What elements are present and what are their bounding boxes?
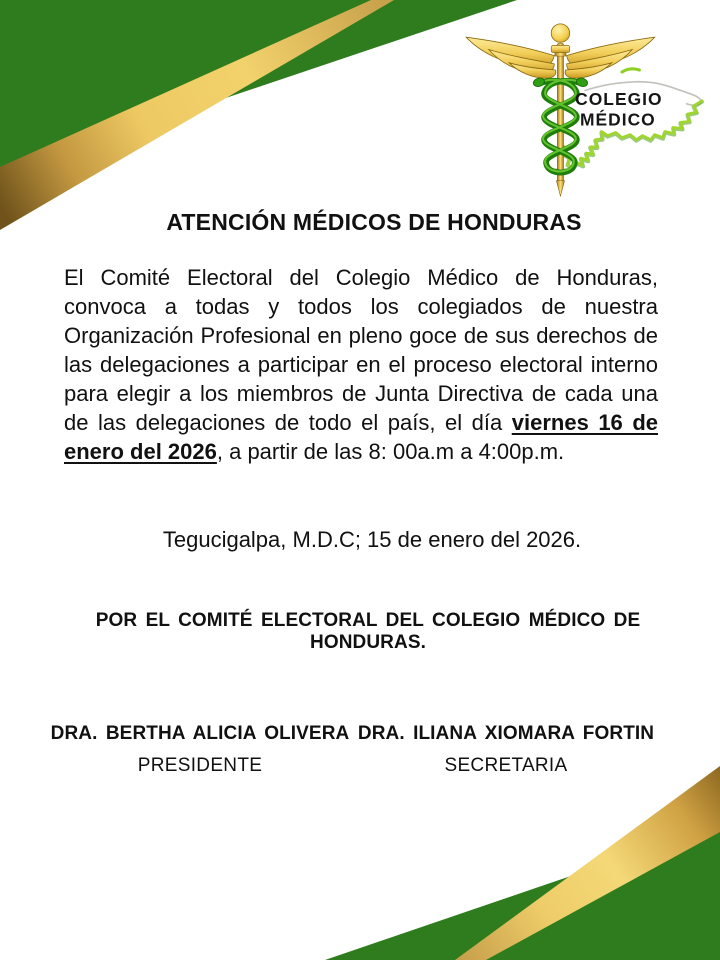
paragraph-text-before: El Comité Electoral del Colegio Médico de Honduras, convoca a todas y todos los colegiados de nuestra Organización Profesional en pleno goce de sus derechos de las delegaciones a participar en el proceso electoral interno para elegir a los miembros de Junta Directiva de cada una de las delegaciones de todo el país, el día xyxy=(64,265,658,435)
logo-org-line1: COLEGIO xyxy=(575,88,663,109)
orb-icon xyxy=(551,24,569,42)
signer-role: PRESIDENTE xyxy=(137,755,263,776)
signer-role: SECRETARIA xyxy=(444,755,568,776)
committee-line: POR EL COMITÉ ELECTORAL DEL COLEGIO MÉDICO DE HONDURAS. xyxy=(95,610,641,653)
signature-block-secretary xyxy=(350,723,662,777)
announcement-paragraph xyxy=(64,263,658,466)
logo-org-line2: MÉDICO xyxy=(579,109,656,130)
page-title: ATENCIÓN MÉDICOS DE HONDURAS xyxy=(166,209,582,235)
dateline: Tegucigalpa, M.D.C; 15 de enero del 2026. xyxy=(162,527,582,552)
signer-name: DRA. ILIANA XIOMARA FORTIN xyxy=(357,723,655,744)
colegio-medico-logo xyxy=(460,18,706,204)
signer-name: DRA. BERTHA ALICIA OLIVERA xyxy=(50,723,350,744)
election-date-emphasis: viernes 16 de enero del 2026 xyxy=(64,410,658,464)
wing-left-icon xyxy=(466,37,556,78)
wing-right-icon xyxy=(565,37,655,78)
signature-block-president xyxy=(40,723,360,777)
paragraph-text-after: , a partir de las 8: 00a.m a 4:00p.m. xyxy=(216,439,565,464)
